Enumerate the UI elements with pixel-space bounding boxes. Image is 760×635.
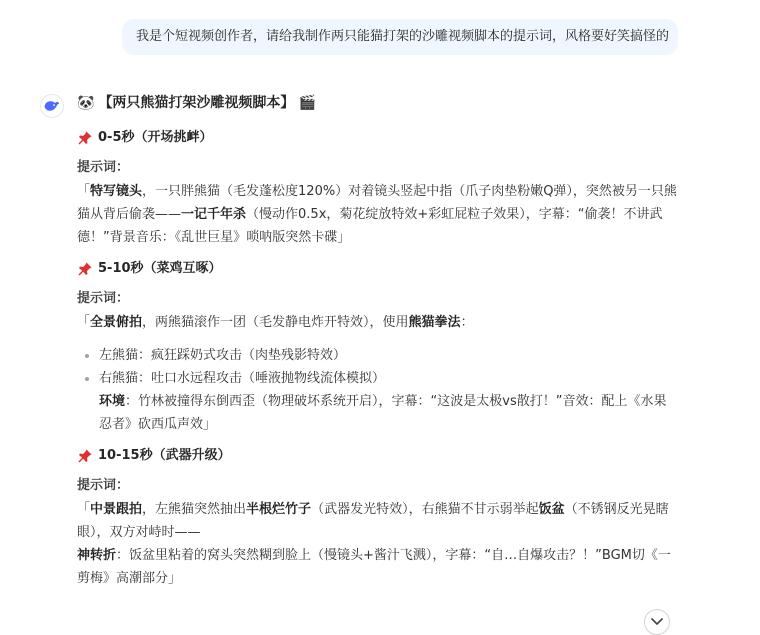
answer-title-text: 【两只熊猫打架沙雕视频脚本】 (98, 95, 295, 111)
prompt-label: 提示词： (77, 291, 130, 306)
answer-title (77, 92, 677, 114)
pushpin-icon (77, 130, 93, 146)
prompt-label: 提示词： (77, 478, 130, 493)
extra-label: 环境 (99, 394, 126, 409)
pushpin-icon (77, 448, 93, 464)
scroll-down-button[interactable] (644, 609, 670, 635)
script-section (77, 259, 677, 436)
extra-label: 神转折 (77, 548, 117, 563)
user-message-bubble: 我是个短视频创作者，请给我制作两只能猫打架的沙雕视频脚本的提示词，风格要好笑搞怪的 (122, 19, 678, 55)
prompt-keyword: 一记千年杀 (181, 207, 247, 222)
prompt-extra (77, 390, 677, 436)
script-section (77, 128, 677, 249)
prompt-segment: 「 (77, 184, 91, 199)
prompt-keyword: 中景跟拍 (90, 502, 143, 517)
prompt-segment: ，两熊猫滚作一团（毛发静电炸开特效），使用 (142, 315, 409, 330)
attack-list (77, 344, 677, 390)
prompt-extra (77, 544, 677, 590)
section-heading (77, 259, 677, 279)
whale-logo-icon (44, 99, 60, 113)
clapper-emoji: 🎬 (298, 95, 316, 111)
prompt-segment: （武器发光特效），右熊猫不甘示弱举起 (311, 502, 539, 517)
extra-text: ：饭盆里粘着的窝头突然糊到脸上（慢镜头+酱汁飞溅），字幕：“自…自爆攻击？！”BGM切《一剪梅》高潮部分」 (77, 548, 671, 586)
section-heading-text: 10-15秒（武器升级） (98, 448, 231, 463)
prompt-segment: 「 (77, 502, 91, 517)
assistant-avatar (40, 94, 64, 118)
section-heading-text: 0-5秒（开场挑衅） (98, 130, 213, 145)
prompt-segment: ： (460, 315, 474, 330)
section-heading-text: 5-10秒（菜鸡互啄） (98, 261, 222, 276)
pushpin-icon (77, 261, 93, 277)
list-item: 右熊猫：吐口水远程攻击（唾液抛物线流体模拟） (99, 367, 677, 390)
script-section (77, 446, 677, 590)
prompt-segment: （不锈钢反光晃瞎眼），双方对峙时—— (77, 502, 669, 540)
section-heading (77, 446, 677, 466)
prompt-keyword: 全景俯拍 (90, 315, 143, 330)
prompt-keyword: 特写镜头 (90, 184, 143, 199)
prompt-keyword: 半根烂竹子 (246, 502, 312, 517)
prompt-text (77, 180, 677, 249)
prompt-segment: ，一只胖熊猫（毛发蓬松度120%）对着镜头竖起中指（爪子肉垫粉嫩Q弹），突然被另一只熊猫从背后偷袭—— (77, 184, 677, 222)
section-heading (77, 128, 677, 148)
list-item: 左熊猫：疯狂踩奶式攻击（肉垫残影特效） (99, 344, 677, 367)
prompt-label: 提示词： (77, 160, 130, 175)
prompt-text (77, 498, 677, 544)
prompt-segment: 「 (77, 315, 91, 330)
prompt-segment: （慢动作0.5x，菊花绽放特效+彩虹屁粒子效果），字幕：“偷袭！不讲武德！”背景音乐：《乱世巨星》唢呐版突然卡碟」 (77, 207, 663, 245)
assistant-answer (77, 92, 677, 590)
prompt-text (77, 311, 677, 334)
prompt-keyword: 饭盆 (538, 502, 565, 517)
prompt-keyword: 熊猫拳法 (408, 315, 461, 330)
extra-text: ：竹林被撞得东倒西歪（物理破坏系统开启），字幕：“这波是太极vs散打！”音效：配上《水果忍者》砍西瓜声效」 (99, 394, 667, 432)
panda-emoji: 🐼 (77, 95, 95, 111)
prompt-segment: ，左熊猫突然抽出 (142, 502, 247, 517)
chevron-down-icon (651, 618, 663, 626)
